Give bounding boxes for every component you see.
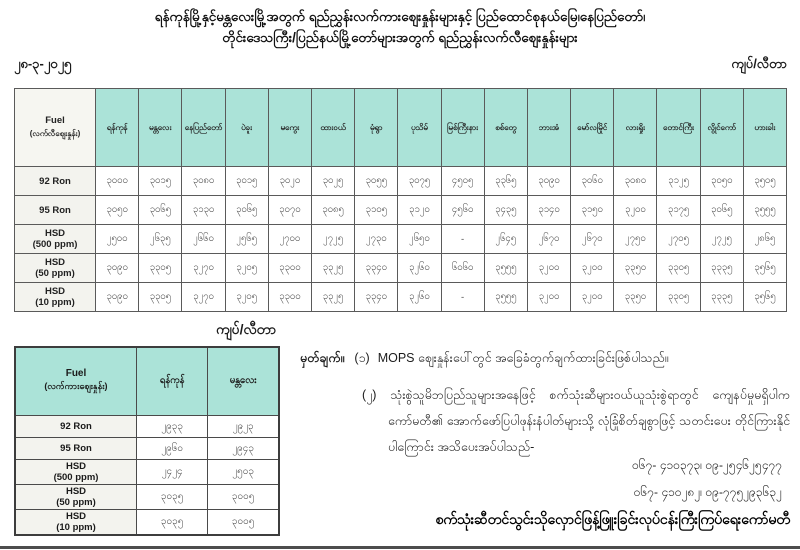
price-cell: ၃၅၆၅	[743, 283, 786, 312]
retail-price-table	[14, 88, 787, 312]
price-cell: ၂၉၄၃	[208, 437, 279, 459]
price-cell: ၃၀၃၅	[137, 484, 208, 509]
note-1-number: (၁)	[354, 351, 370, 365]
price-cell: ၃၃၀၅	[657, 283, 700, 312]
footer-committee-name: စက်သုံးဆီတင်သွင်းသိုလှောင်ဖြန့်ဖြူးခြင်းလုပ်ငန်းကြီးကြပ်ရေးကော်မတီ	[435, 511, 790, 527]
city-header: ထားဝယ်	[311, 89, 354, 167]
price-cell: ၃၅၅၅	[743, 196, 786, 225]
price-cell: ၃၀၅၀	[700, 167, 743, 196]
note-1-text: MOPS ဈေးနှုန်းပေါ်တွင် အခြေခံတွက်ချက်ထားခြင်းဖြစ်ပါသည်။	[377, 351, 669, 365]
fuel-row	[15, 283, 787, 312]
date-label: ၂၈-၃-၂၀၂၅	[14, 56, 72, 71]
phone-numbers	[300, 452, 782, 506]
price-cell: ၂၅၀၀	[96, 225, 139, 254]
price-cell: ၃၁၃၀	[182, 196, 225, 225]
unit-label-wholesale: ကျပ်/လီတာ	[216, 321, 276, 337]
price-cell: ၃၁၅၀	[571, 196, 614, 225]
price-cell: ၃၀၉၀	[96, 283, 139, 312]
price-cell: ၃၀၈၀	[182, 167, 225, 196]
fuel-row-label: HSD (500 ppm)	[15, 225, 96, 254]
price-cell: ၃၂၇၀	[182, 254, 225, 283]
city-header: တောင်ကြီး	[657, 89, 700, 167]
price-cell: ၃၅၅၅	[484, 254, 527, 283]
table-header-row	[15, 347, 279, 415]
price-cell: ၃၄၃၅	[484, 196, 527, 225]
price-cell: ၂၄၂၄	[137, 459, 208, 484]
page-bottom-edge	[0, 546, 800, 549]
price-cell: ၃၀၉၀	[96, 254, 139, 283]
city-header: ရန်ကုန်	[96, 89, 139, 167]
price-cell: ၃၅၆၅	[743, 254, 786, 283]
notes-block	[300, 348, 790, 460]
fuel-column-header: Fuel (လက်လီဈေးနှုန်း)	[15, 89, 96, 167]
price-cell: ၂၉၆၀	[137, 437, 208, 459]
price-cell: ၃၃၄၀	[355, 254, 398, 283]
price-cell: ၃၂၀၀	[571, 254, 614, 283]
price-cell: ၃၃၃၅	[700, 283, 743, 312]
price-cell: ၃၀၆၅	[225, 196, 268, 225]
fuel-row	[15, 415, 279, 437]
price-cell: ၃၂၆၀	[398, 283, 441, 312]
price-cell: ၃၀၆၅	[139, 196, 182, 225]
price-cell: ၂၉၃၃	[137, 415, 208, 437]
price-cell: ၂၉၂၃	[208, 415, 279, 437]
price-cell: -	[441, 225, 484, 254]
price-cell: ၂၆၇၀	[571, 225, 614, 254]
price-cell: ၃၀၈၀	[614, 167, 657, 196]
price-cell: ၃၀၀၀	[96, 167, 139, 196]
price-cell: ၃၃၂၅	[311, 283, 354, 312]
price-cell: ၂၆၄၅	[484, 225, 527, 254]
meta-row	[14, 56, 787, 75]
price-cell: ၃၀၇၅	[398, 167, 441, 196]
price-cell: ၃၀၆၅	[700, 196, 743, 225]
price-cell: ၃၁၂၅	[657, 167, 700, 196]
price-cell: -	[441, 283, 484, 312]
fuel-row-label: HSD (500 ppm)	[15, 459, 137, 484]
city-header: မကွေး	[268, 89, 311, 167]
price-cell: ၃၂၀၀	[614, 196, 657, 225]
note-line-1	[300, 348, 790, 368]
price-cell: ၃၃၄၀	[355, 283, 398, 312]
price-cell: ၃၀၃၅	[137, 509, 208, 535]
phone-line-2: ဝ၆၇- ၄၁၀၂၈၂၊ ဝ၉-၇၇၅၂၉၃၆၃၂	[633, 485, 782, 499]
fuel-row-label: HSD (50 ppm)	[15, 484, 137, 509]
wholesale-price-table	[14, 346, 280, 536]
city-header: ပုသိမ်	[398, 89, 441, 167]
note-2-text: (၂) သုံးစွဲသူမိဘပြည်သူများအနေဖြင့် စက်သုံးဆီများဝယ်ယူသုံးစွဲရာတွင် ကျေနပ်မှုမရှိပါက ကော်မတီ၏ အောက်ဖော်ပြပါဖုန်းနံပါတ်များသို့ လုံခြုံစိတ်ချစွာဖြင့် သတင်းပေး တိုင်ကြားနိုင်ပါကြောင်း အသိပေးအပ်ပါသည်-	[362, 388, 790, 454]
city-header: ဘားအံ	[527, 89, 570, 167]
price-cell: ၂၅၀၃	[208, 459, 279, 484]
price-cell: ၃၁၄၀	[527, 196, 570, 225]
price-cell: ၃၁၀၅	[355, 196, 398, 225]
price-cell: ၃၀၁၅	[139, 167, 182, 196]
fuel-row-label: HSD (50 ppm)	[15, 254, 96, 283]
retail-price-table-wrap	[14, 88, 787, 312]
price-cell: ၃၃၅၀	[614, 283, 657, 312]
city-header: မန္တလေး	[208, 347, 279, 415]
price-cell: ၃၅၀၅	[743, 167, 786, 196]
price-cell: ၃၂၀၀	[527, 283, 570, 312]
fuel-column-header: Fuel (လက်ကားဈေးနှုန်း)	[15, 347, 137, 415]
city-header: လွိုင်ကော်	[700, 89, 743, 167]
fuel-row-label: HSD (10 ppm)	[15, 283, 96, 312]
city-header: ဟားခါး	[743, 89, 786, 167]
price-cell: ၃၁၇၅	[657, 196, 700, 225]
price-cell: ၂၇၀၀	[268, 225, 311, 254]
fuel-row	[15, 437, 279, 459]
price-cell: ၃၀၉၀	[527, 167, 570, 196]
price-cell: ၂၆၆၀	[182, 225, 225, 254]
price-cell: ၃၃၂၅	[311, 254, 354, 283]
fuel-row	[15, 225, 787, 254]
fuel-row-label: HSD (10 ppm)	[15, 509, 137, 535]
fuel-row-label: 92 Ron	[15, 167, 96, 196]
price-cell: ၂၅၆၅	[225, 225, 268, 254]
fuel-row	[15, 167, 787, 196]
page-title	[0, 6, 800, 48]
price-cell: ၂၆၇၀	[527, 225, 570, 254]
price-cell: ၃၃၀၀	[268, 283, 311, 312]
price-cell: ၃၃၃၅	[700, 254, 743, 283]
price-cell: ၃၃၆၅	[484, 167, 527, 196]
price-cell: ၂၇၃၀	[355, 225, 398, 254]
price-cell: ၂၇၂၅	[311, 225, 354, 254]
fuel-row-label: 95 Ron	[15, 196, 96, 225]
price-cell: ၃၀၅၅	[355, 167, 398, 196]
city-header: မြစ်ကြီးနား	[441, 89, 484, 167]
price-cell: ၃၃၀၅	[139, 254, 182, 283]
page-title-line1: ရန်ကုန်မြို့နှင့်မန္တလေးမြို့အတွက် ရည်ညွှန်းလက်ကားဈေးနှုန်းများနှင့် ပြည်ထောင်စုနယ်မြေ၊နေပြည်တော်၊	[154, 9, 646, 24]
price-cell: ၃၀၂၅	[311, 167, 354, 196]
price-cell: ၃၅၅၅	[484, 283, 527, 312]
city-header: မော်လမြိုင်	[571, 89, 614, 167]
price-cell: ၃၂၀၅	[225, 283, 268, 312]
fuel-row	[15, 254, 787, 283]
price-cell: ၃၂၀၀	[527, 254, 570, 283]
price-cell: ၃၁၂၀	[398, 196, 441, 225]
city-header: ပဲခူး	[225, 89, 268, 167]
page-title-line2: တိုင်းဒေသကြီး/ပြည်နယ်မြို့တော်များအတွက် ရည်ညွှန်းလက်လီဈေးနှုန်းများ	[222, 30, 578, 45]
city-header: မန္တလေး	[139, 89, 182, 167]
price-cell: ၃၀၈၅	[311, 196, 354, 225]
price-cell: ၂၇၀၅	[657, 225, 700, 254]
price-cell: ၃၀၂၀	[268, 167, 311, 196]
price-cell: ၃၀၆၀	[571, 167, 614, 196]
city-header: ရန်ကုန်	[137, 347, 208, 415]
price-cell: ၃၂၆၀	[398, 254, 441, 283]
price-cell: ၃၂၀၀	[571, 283, 614, 312]
city-header: မုံရွာ	[355, 89, 398, 167]
price-cell: ၃၀၇၀	[268, 196, 311, 225]
price-cell: ၃၀၁၅	[225, 167, 268, 196]
fuel-row	[15, 196, 787, 225]
price-cell: ၆၀၆၀	[441, 254, 484, 283]
price-cell: ၃၀၀၅	[208, 509, 279, 535]
city-header: နေပြည်တော်	[182, 89, 225, 167]
fuel-row	[15, 459, 279, 484]
price-cell: ၃၀၅၀	[96, 196, 139, 225]
fuel-row	[15, 484, 279, 509]
table-header-row	[15, 89, 787, 167]
fuel-row-label: 95 Ron	[15, 437, 137, 459]
phone-line-1: ဝ၆၇- ၄၁၀၃၇၃၊ ဝ၉-၂၅၄၆၂၅၄၇၇	[632, 458, 782, 472]
price-cell: ၃၃၀၀	[268, 254, 311, 283]
unit-label-top: ကျပ်/လီတာ	[731, 56, 787, 71]
wholesale-price-table-wrap	[14, 346, 280, 536]
price-cell: ၃၂၇၀	[182, 283, 225, 312]
price-cell: ၂၇၅၀	[614, 225, 657, 254]
notes-label: မှတ်ချက်။	[300, 351, 345, 365]
price-cell: ၂၆၃၅	[139, 225, 182, 254]
city-header: စစ်တွေ	[484, 89, 527, 167]
price-cell: ၂၆၅၀	[398, 225, 441, 254]
price-cell: ၃၃၀၅	[139, 283, 182, 312]
price-cell: ၄၅၆၀	[441, 196, 484, 225]
price-cell: ၃၃၀၅	[657, 254, 700, 283]
price-cell: ၂၈၆၅	[743, 225, 786, 254]
price-cell: ၃၂၀၅	[225, 254, 268, 283]
price-cell: ၃၀၀၅	[208, 484, 279, 509]
price-cell: ၄၅၀၅	[441, 167, 484, 196]
price-cell: ၂၇၂၅	[700, 225, 743, 254]
fuel-row-label: 92 Ron	[15, 415, 137, 437]
price-cell: ၃၃၅၀	[614, 254, 657, 283]
city-header: လားရှိုး	[614, 89, 657, 167]
